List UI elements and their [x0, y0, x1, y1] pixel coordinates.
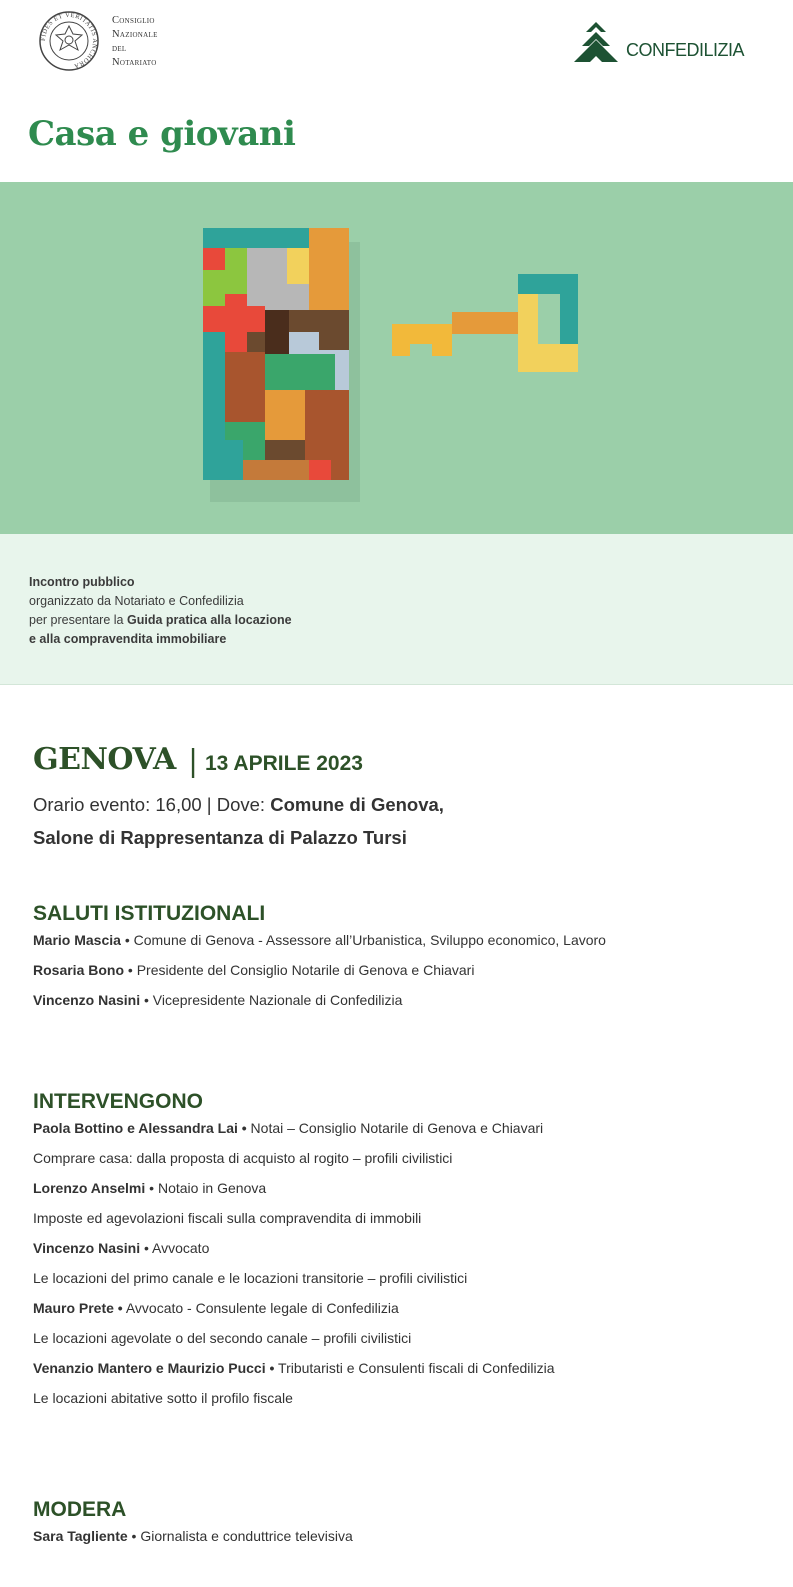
- puzzle-key-head-icon: [203, 228, 349, 480]
- intro-line-2: organizzato da Notariato e Confedilizia: [29, 594, 244, 608]
- saluti-item: [33, 932, 606, 948]
- intro-text: [29, 573, 292, 649]
- notariato-line-2: Nazionale: [112, 29, 158, 40]
- confedilizia-name: CONFEDILIZIA: [626, 40, 745, 60]
- notariato-line-1: Consiglio: [112, 15, 155, 26]
- event-time-place: [33, 794, 444, 816]
- talk-topic: Imposte ed agevolazioni fiscali sulla compravendita di immobili: [33, 1210, 422, 1226]
- interventi-heading: INTERVENGONO: [33, 1090, 203, 1113]
- modera-heading: MODERA: [33, 1498, 127, 1521]
- event-date: 13 APRILE 2023: [205, 752, 363, 775]
- intro-line-3-bold: Guida pratica alla locazione: [126, 613, 292, 627]
- saluti-role: • Presidente del Consiglio Notarile di Genova e Chiavari: [124, 962, 475, 978]
- event-venue: Salone di Rappresentanza di Palazzo Tursi: [33, 827, 407, 848]
- speaker-name: Mauro Prete •: [33, 1300, 123, 1316]
- saluti-item: [33, 992, 402, 1008]
- speaker-row: [33, 1180, 266, 1196]
- moderator-row: [33, 1528, 353, 1544]
- speaker-name: Venanzio Mantero e Maurizio Pucci •: [33, 1360, 275, 1376]
- talk-topic: Le locazioni abitative sotto il profilo fiscale: [33, 1390, 293, 1406]
- saluti-role: • Vicepresidente Nazionale di Confedilizia: [140, 992, 403, 1008]
- notariato-line-3: del: [112, 43, 127, 54]
- seal-text: FIDES ET VERITATIS ANCHORA: [39, 11, 99, 70]
- speaker-name: Vincenzo Nasini: [33, 1240, 141, 1256]
- moderator-name: Sara Tagliente: [33, 1528, 128, 1544]
- speaker-name: Paola Bottino e Alessandra Lai •: [33, 1120, 247, 1136]
- event-city: GENOVA: [33, 742, 176, 777]
- saluti-role: • Comune di Genova - Assessore all’Urbanistica, Sviluppo economico, Lavoro: [120, 932, 606, 948]
- page-title: Casa e giovani: [28, 114, 296, 154]
- saluti-name: Mario Mascia: [33, 932, 121, 948]
- talk-topic: Comprare casa: dalla proposta di acquisto al rogito – profili civilistici: [33, 1150, 453, 1166]
- notariato-line-4: Notariato: [112, 57, 157, 68]
- speaker-row: [33, 1120, 543, 1136]
- hero-puzzle-key-image: [0, 182, 793, 534]
- saluti-name: Vincenzo Nasini: [33, 992, 141, 1008]
- speaker-name: Lorenzo Anselmi: [33, 1180, 146, 1196]
- intro-line-4: e alla compravendita immobiliare: [29, 632, 227, 646]
- event-separator: |: [188, 744, 199, 779]
- speaker-row: [33, 1300, 399, 1316]
- saluti-heading: SALUTI ISTITUZIONALI: [33, 902, 266, 925]
- event-time-label: Orario evento: 16,00 | Dove:: [33, 794, 271, 815]
- speaker-role: Avvocato - Consulente legale di Confedilizia: [122, 1300, 399, 1316]
- speaker-row: [33, 1360, 555, 1376]
- speaker-role: • Notaio in Genova: [145, 1180, 267, 1196]
- intro-line-3-pre: per presentare la: [29, 613, 127, 627]
- saluti-item: [33, 962, 474, 978]
- saluti-name: Rosaria Bono: [33, 962, 125, 978]
- talk-topic: Le locazioni del primo canale e le locazioni transitorie – profili civilistici: [33, 1270, 468, 1286]
- moderator-role: • Giornalista e conduttrice televisiva: [127, 1528, 353, 1544]
- notariato-seal-logo: [38, 10, 100, 72]
- event-place: Comune di Genova,: [270, 794, 444, 815]
- confedilizia-logo-icon: [572, 18, 620, 64]
- talk-topic: Le locazioni agevolate o del secondo canale – profili civilistici: [33, 1330, 412, 1346]
- puzzle-key-shaft-icon: [392, 274, 578, 372]
- speaker-row: [33, 1240, 209, 1256]
- intro-line-1: Incontro pubblico: [29, 575, 135, 589]
- notariato-name: [112, 14, 158, 70]
- speaker-role: Notai – Consiglio Notarile di Genova e Chiavari: [246, 1120, 544, 1136]
- speaker-role: Tributaristi e Consulenti fiscali di Confedilizia: [274, 1360, 555, 1376]
- speaker-role: • Avvocato: [140, 1240, 210, 1256]
